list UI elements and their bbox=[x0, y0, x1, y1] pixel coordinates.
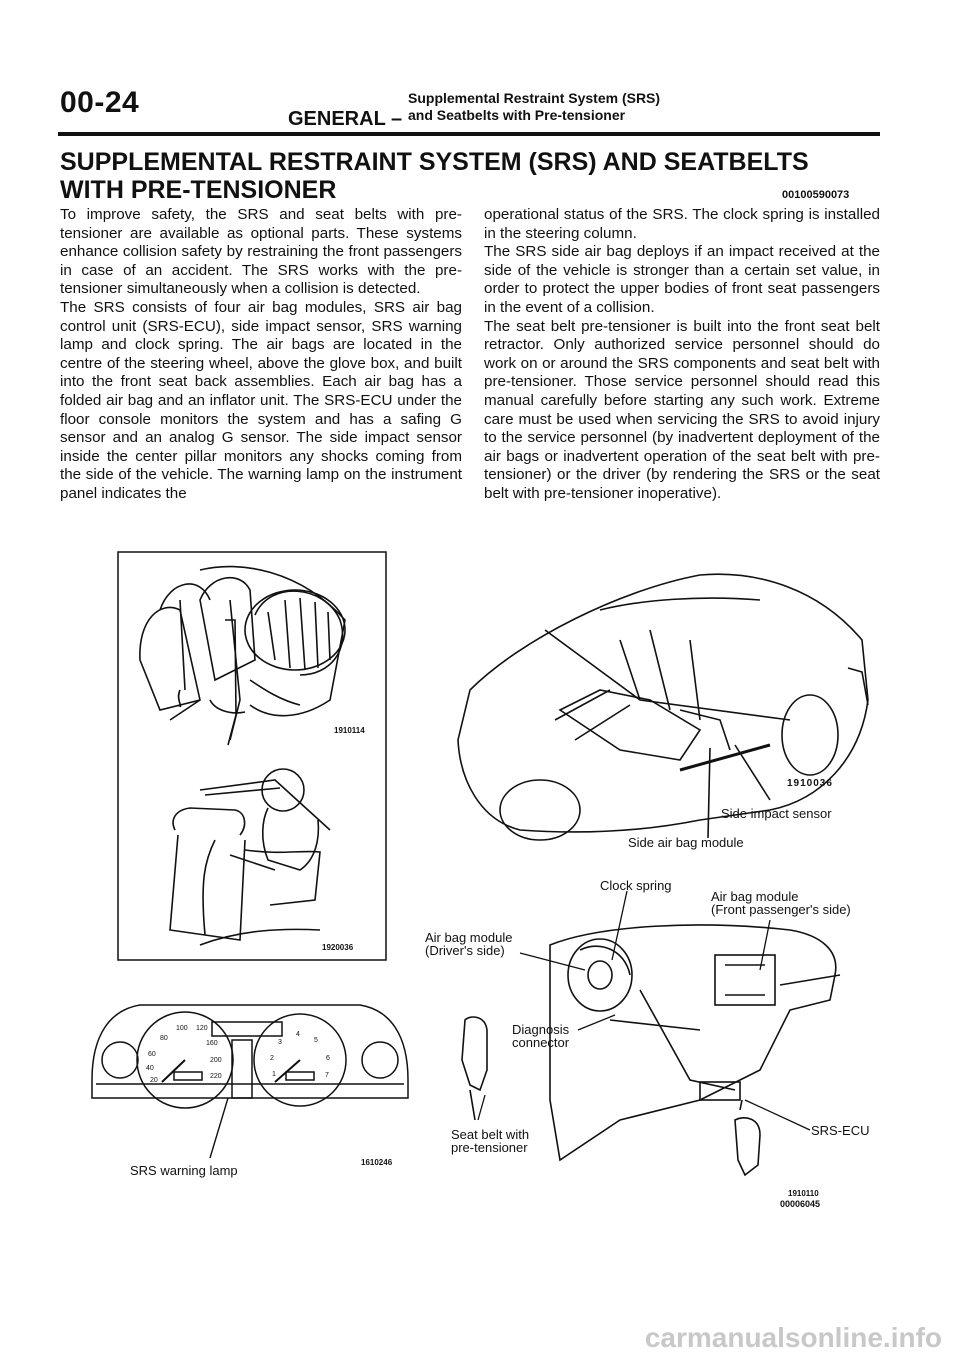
seat-belt-pretensioner-label bbox=[451, 1128, 529, 1154]
svg-text:1: 1 bbox=[272, 1071, 276, 1078]
svg-text:2: 2 bbox=[270, 1055, 274, 1062]
footer-watermark: carmanualsonline.info bbox=[644, 1322, 942, 1353]
svg-text:40: 40 bbox=[146, 1065, 154, 1072]
paragraph: The seat belt pre-tensioner is built into the front seat belt retractor. Only authorized service personnel should do work on or around the SRS components and seat belt with pre-tensioner. Those service personnel should read this manual carefully before starting any such work. Extreme care must be used when servicing the SRS to avoid injury to the service personnel (by inadvertent deployment of the air bags or inadvertent operation of the seat belt with pre-tensioner) or the driver (by rendering the SRS or the seat belt with pre-tensioner inoperative). bbox=[484, 317, 880, 502]
document-code: 00100590073 bbox=[782, 189, 850, 201]
section-name: GENERAL – bbox=[288, 108, 403, 130]
figure-code: 1910110 bbox=[788, 1189, 819, 1198]
srs-warning-lamp-label: SRS warning lamp bbox=[130, 1163, 238, 1178]
svg-text:100: 100 bbox=[176, 1025, 188, 1032]
paragraph: To improve safety, the SRS and seat belts with pre-tensioner are available as optional parts. These systems enhance collision safety by restraining the front passengers in case of an accident. The SRS works with the pre-tensioner simultaneously when a collision is detected. bbox=[60, 206, 462, 298]
driver-airbag-label-line2: (Driver's side) bbox=[425, 943, 505, 958]
svg-text:4: 4 bbox=[296, 1031, 300, 1038]
diagnosis-connector-label-line1: Diagnosis bbox=[512, 1022, 570, 1037]
paragraph: The SRS side air bag deploys if an impact received at the side of the vehicle is stronger than a certain set value, in order to protect the upper bodies of front seat passengers in the event of a collision. bbox=[484, 243, 880, 316]
page-number: 00-24 bbox=[60, 86, 140, 119]
svg-text:120: 120 bbox=[196, 1025, 208, 1032]
passenger-airbag-label bbox=[711, 890, 851, 916]
figure-code-secondary: 00006045 bbox=[780, 1199, 821, 1209]
seat-belt-pretensioner-label-line1: Seat belt with bbox=[451, 1127, 530, 1142]
side-impact-sensor-label: Side impact sensor bbox=[721, 806, 832, 821]
section-subtitle-line2: and Seatbelts with Pre-tensioner bbox=[408, 107, 626, 123]
figure-code: 1910114 bbox=[334, 726, 365, 735]
svg-text:220: 220 bbox=[210, 1073, 222, 1080]
srs-ecu-label: SRS-ECU bbox=[811, 1123, 870, 1138]
page-title-line1: SUPPLEMENTAL RESTRAINT SYSTEM (SRS) AND SEATBELTS bbox=[60, 148, 809, 176]
section-subtitle-line1: Supplemental Restraint System (SRS) bbox=[408, 90, 661, 106]
passenger-airbag-label-line1: Air bag module bbox=[711, 889, 799, 904]
svg-text:7: 7 bbox=[325, 1072, 329, 1079]
diagnosis-connector-label bbox=[512, 1023, 569, 1049]
seat-belt-pretensioner-label-line2: pre-tensioner bbox=[451, 1140, 528, 1155]
svg-text:60: 60 bbox=[148, 1051, 156, 1058]
figure-code: 1920036 bbox=[322, 943, 354, 952]
svg-text:20: 20 bbox=[150, 1077, 158, 1084]
figure-code: 1910036 bbox=[787, 778, 833, 789]
svg-text:5: 5 bbox=[314, 1037, 318, 1044]
svg-text:80: 80 bbox=[160, 1035, 168, 1042]
paragraph: operational status of the SRS. The clock spring is installed in the steering column. bbox=[484, 206, 880, 242]
driver-airbag-label bbox=[425, 931, 512, 957]
paragraph: The SRS consists of four air bag modules, SRS air bag control unit (SRS-ECU), side impact sensor, SRS warning lamp and clock spring. The air bags are located in the centre of the steering wheel, above the glove box, and built into the front seat back assemblies. Each air bag has a folded air bag and an inflator unit. The SRS-ECU under the floor console monitors the system and has a safing G sensor and an analog G sensor. The side impact sensor inside the center pillar monitors any shocks coming from the side of the vehicle. The warning lamp on the instrument panel indicates the bbox=[60, 298, 462, 502]
figure-code: 1610246 bbox=[361, 1158, 393, 1167]
svg-text:3: 3 bbox=[278, 1039, 282, 1046]
clock-spring-label: Clock spring bbox=[600, 878, 672, 893]
side-air-bag-module-label: Side air bag module bbox=[628, 835, 744, 850]
passenger-airbag-label-line2: (Front passenger's side) bbox=[711, 902, 851, 917]
driver-airbag-label-line1: Air bag module bbox=[425, 930, 513, 945]
page-title-line2: WITH PRE-TENSIONER bbox=[60, 176, 337, 204]
diagnosis-connector-label-line2: connector bbox=[512, 1035, 570, 1050]
svg-text:200: 200 bbox=[210, 1057, 222, 1064]
svg-text:160: 160 bbox=[206, 1040, 218, 1047]
svg-text:6: 6 bbox=[326, 1055, 330, 1062]
